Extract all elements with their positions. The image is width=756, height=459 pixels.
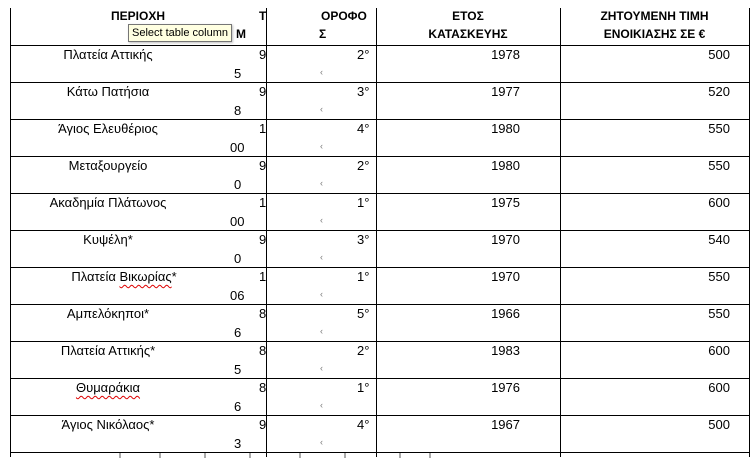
cell-floor[interactable]: 2° (357, 47, 370, 62)
row-divider (10, 378, 750, 379)
row-divider (10, 267, 750, 268)
formatting-mark: ‹ (320, 104, 323, 114)
cell-rent[interactable]: 600 (708, 195, 730, 210)
header-sqm-bottom[interactable]: Μ (236, 27, 246, 41)
row-divider (10, 193, 750, 194)
formatting-mark: ‹ (320, 326, 323, 336)
column-divider-year (560, 8, 561, 457)
cell-area[interactable] (10, 381, 206, 395)
cell-floor[interactable]: 3° (357, 84, 370, 99)
cell-year[interactable]: 1967 (491, 417, 520, 432)
row-divider (10, 415, 750, 416)
cell-sqm-top[interactable]: 8 (259, 343, 267, 358)
cell-year[interactable]: 1970 (491, 232, 520, 247)
cell-rent[interactable]: 600 (708, 380, 730, 395)
cell-rent[interactable]: 500 (708, 47, 730, 62)
cell-floor[interactable]: 2° (357, 343, 370, 358)
cell-year[interactable]: 1978 (491, 47, 520, 62)
cell-floor[interactable]: 1° (357, 380, 370, 395)
cell-sqm-bottom[interactable]: 6 (234, 325, 242, 340)
cell-year[interactable]: 1977 (491, 84, 520, 99)
row-divider (10, 341, 750, 342)
header-year-top[interactable]: ΕΤΟΣ (452, 9, 484, 23)
cell-floor[interactable]: 1° (357, 269, 370, 284)
row-divider (10, 156, 750, 157)
formatting-mark: ‹ (320, 141, 323, 151)
cell-area[interactable]: Πλατεία Αττικής (63, 47, 153, 62)
formatting-mark: ‹ (320, 67, 323, 77)
cell-sqm-bottom[interactable]: 5 (234, 362, 242, 377)
cell-year[interactable]: 1976 (491, 380, 520, 395)
formatting-mark: ‹ (320, 215, 323, 225)
header-rent-bottom[interactable]: ΕΝΟΙΚΙΑΣΗΣ ΣΕ € (603, 27, 706, 41)
cell-sqm-top[interactable]: 8 (259, 306, 267, 321)
cell-area[interactable]: Πλατεία Βικωρίας* (71, 269, 177, 284)
cell-sqm-top[interactable]: 9 (259, 417, 267, 432)
cell-area[interactable]: Κάτω Πατήσια (66, 84, 150, 99)
cell-rent[interactable]: 550 (708, 269, 730, 284)
bottom-edge-marks (0, 452, 756, 459)
cell-sqm-bottom[interactable]: 3 (234, 436, 242, 451)
cell-sqm-bottom[interactable]: 6 (234, 399, 242, 414)
cell-sqm-bottom[interactable]: 06 (230, 288, 245, 303)
column-divider-floor (376, 8, 377, 457)
header-sqm-top[interactable]: Τ (259, 9, 267, 23)
cell-year[interactable]: 1983 (491, 343, 520, 358)
cell-sqm-top[interactable]: 1 (259, 121, 267, 136)
cell-floor[interactable]: 4° (357, 121, 370, 136)
cell-sqm-top[interactable]: 9 (259, 232, 267, 247)
cell-sqm-bottom[interactable]: 0 (234, 251, 242, 266)
cell-floor[interactable]: 2° (357, 158, 370, 173)
cell-sqm-bottom[interactable]: 5 (234, 66, 242, 81)
formatting-mark: ‹ (320, 252, 323, 262)
formatting-mark: ‹ (320, 437, 323, 447)
cell-area[interactable]: Άγιος Ελευθέριος (58, 121, 158, 136)
spellcheck-word: Βικωρίας (119, 269, 172, 284)
row-divider (10, 119, 750, 120)
cell-area[interactable]: Ακαδημία Πλάτωνος (49, 195, 167, 210)
cell-area[interactable]: Μεταξουργείο (68, 158, 148, 173)
table-border-right (749, 8, 750, 457)
row-divider (10, 82, 750, 83)
cell-sqm-bottom[interactable]: 0 (234, 177, 242, 192)
cell-sqm-bottom[interactable]: 00 (230, 214, 245, 229)
cell-sqm-top[interactable]: 9 (259, 158, 267, 173)
cell-area[interactable]: Πλατεία Αττικής* (60, 343, 156, 358)
cell-rent[interactable]: 520 (708, 84, 730, 99)
cell-floor[interactable]: 5° (357, 306, 370, 321)
header-floor-top[interactable]: ΟΡΟΦΟ (321, 9, 367, 23)
row-divider (10, 230, 750, 231)
cell-area[interactable]: Άγιος Νικόλαος* (61, 417, 155, 432)
formatting-mark: ‹ (320, 289, 323, 299)
cell-rent[interactable]: 600 (708, 343, 730, 358)
spellcheck-word: Θυμαράκια (75, 380, 141, 395)
header-year-bottom[interactable]: ΚΑΤΑΣΚΕΥΗΣ (428, 27, 508, 41)
header-rent-top[interactable]: ΖΗΤΟΥΜΕΝΗ ΤΙΜΗ (600, 9, 709, 23)
cell-floor[interactable]: 1° (357, 195, 370, 210)
cell-sqm-top[interactable]: 9 (259, 47, 267, 62)
cell-rent[interactable]: 500 (708, 417, 730, 432)
row-divider (10, 304, 750, 305)
cell-rent[interactable]: 550 (708, 158, 730, 173)
cell-year[interactable]: 1970 (491, 269, 520, 284)
cell-sqm-top[interactable]: 9 (259, 84, 267, 99)
header-floor-bottom[interactable]: Σ (319, 27, 327, 41)
cell-sqm-bottom[interactable]: 8 (234, 103, 242, 118)
formatting-mark: ‹ (320, 400, 323, 410)
select-table-column-tooltip: Select table column (128, 24, 232, 42)
cell-sqm-top[interactable]: 1 (259, 269, 267, 284)
cell-sqm-bottom[interactable]: 00 (230, 140, 245, 155)
header-row-divider (10, 45, 750, 46)
cell-floor[interactable]: 4° (357, 417, 370, 432)
cell-year[interactable]: 1975 (491, 195, 520, 210)
cell-rent[interactable]: 550 (708, 306, 730, 321)
cell-sqm-top[interactable]: 8 (259, 380, 267, 395)
cell-rent[interactable]: 540 (708, 232, 730, 247)
cell-year[interactable]: 1980 (491, 158, 520, 173)
cell-year[interactable]: 1966 (491, 306, 520, 321)
cell-area[interactable]: Κυψέλη* (83, 232, 133, 247)
cell-area[interactable]: Αμπελόκηποι* (66, 306, 150, 321)
formatting-mark: ‹ (320, 178, 323, 188)
cell-rent[interactable]: 550 (708, 121, 730, 136)
formatting-mark: ‹ (320, 363, 323, 373)
header-area[interactable]: ΠΕΡΙΟΧΗ (110, 9, 165, 23)
cell-sqm-top[interactable]: 1 (259, 195, 267, 210)
cell-floor[interactable]: 3° (357, 232, 370, 247)
cell-year[interactable]: 1980 (491, 121, 520, 136)
